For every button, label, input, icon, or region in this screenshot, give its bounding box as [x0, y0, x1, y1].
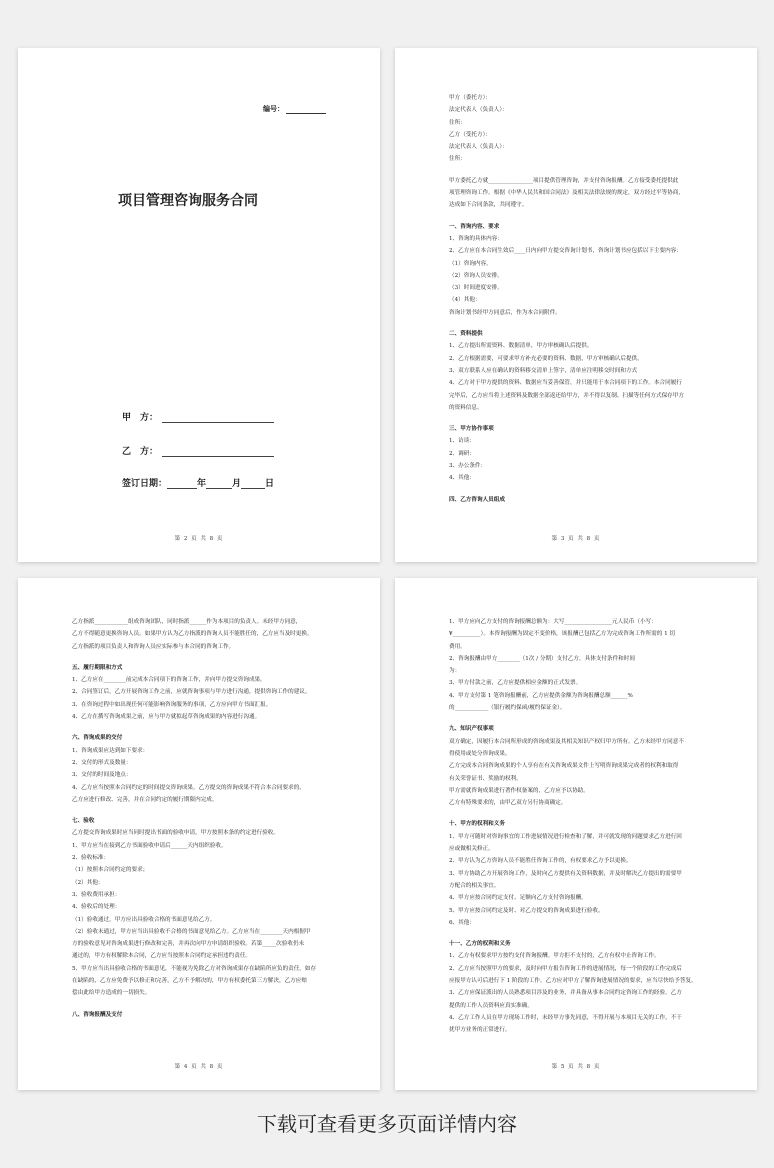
text-line: （2）其他： [72, 879, 104, 886]
text-line: 1、乙方提出所需资料、数据清单，甲方审核确认后提供。 [449, 343, 593, 350]
text-line: （2）咨询人员安排。 [449, 272, 503, 279]
text-line: 4、甲方支付第 1 笔咨询报酬前，乙方应提供金额为咨询报酬总额______% [449, 692, 633, 699]
section-content [449, 435, 721, 484]
page-number: 第 3 页 共 8 页 [551, 536, 601, 542]
text-line: 乙方有特殊要求的，由甲乙双方另行协商确定。 [449, 800, 567, 807]
section-title: 八、咨询报酬及支付 [72, 1011, 123, 1018]
text-line: 乙方指派的项目负责人和咨询人员应实际参与本合同的咨询工作。 [72, 643, 235, 650]
text-line: 2、调研： [449, 450, 475, 457]
text-line: 达成如下合同条款，共同遵守。 [449, 202, 528, 209]
text-line: 乙方不得随意更换咨询人员。如果甲方认为乙方指派的咨询人员不能胜任的，乙方应当及时更换。 [72, 631, 313, 638]
text-line: 2、咨询报酬由甲方________（1次 / 分期）支付乙方，具体支付条件和时间 [449, 655, 635, 662]
day-blank [241, 479, 265, 489]
text-line: 2、交付的形式及数量： [72, 759, 132, 766]
section-title: 七、验收 [72, 818, 95, 825]
text-line: 乙方应进行修改、完善，并在合同约定的履行期限内完成。 [72, 796, 218, 803]
month-label: 月 [232, 479, 242, 489]
section-content [72, 616, 344, 653]
text-line: 应或做相关修正。 [449, 846, 494, 853]
sign-date-label: 签订日期： [122, 479, 168, 489]
text-line: 完毕后，乙方应当将上述资料及数据全部返还给甲方，并不得以复制、扫描等任何方式保存甲方 [449, 392, 684, 399]
text-line: 5、甲方应当出具验收合格的书面意见，不能视为免除乙方对咨询成果存在缺陷所应负的责任。如存 [72, 965, 317, 972]
text-line: 3、甲方协助乙方开展咨询工作，及时向乙方提供有关资料数据，并及时解决乙方提出的需要甲 [449, 870, 682, 877]
section-content [72, 827, 344, 999]
text-line: 乙方（受托方）： [449, 131, 491, 138]
text-line: 3、在咨询过程中如出现任何可能影响咨询服务的事项，乙方应向甲方书面汇报。 [72, 701, 272, 708]
text-line: 4、乙方工作人员在甲方现场工作时，未经甲方事先同意，不得开展与本项目无关的工作，不干 [449, 1014, 682, 1021]
year-label: 年 [197, 479, 207, 489]
text-line: 4、乙方在撰写咨询成果之前，应与甲方就拟起草咨询成果的内容进行沟通。 [72, 714, 261, 721]
year-blank [167, 479, 197, 489]
contract-number-blank [286, 105, 326, 114]
text-line: 甲方委托乙方就________________项目提供管理咨询，并支付咨询报酬。乙方接受委托提供此 [449, 177, 679, 184]
party-info [449, 92, 721, 166]
text-line: 1、乙方应在________前完成本合同项下的咨询工作，并向甲方提交咨询成果。 [72, 677, 266, 684]
text-line: 乙方提交咨询成果时应当同时提出书面的验收申请，甲方按照本条的约定进行验收。 [72, 830, 279, 837]
intro-paragraph [449, 175, 721, 212]
download-caption: 下载可查看更多页面详情内容 [257, 1112, 517, 1136]
section-title: 二、资料提供 [449, 331, 483, 338]
month-blank [206, 479, 232, 489]
text-line: 4、其他： [449, 475, 475, 482]
section-title: 六、咨询成果的交付 [72, 735, 123, 742]
section-title: 三、甲方协作事项 [449, 426, 494, 433]
text-line: （2）验收未通过，甲方应当出具验收不合格的书面意见给乙方。乙方应当在________天内根据甲 [72, 928, 311, 935]
page-number: 第 2 页 共 8 页 [174, 536, 224, 542]
text-line: 甲方（委托方）： [449, 95, 491, 101]
text-line: 扰甲方业务的正常进行。 [449, 1027, 511, 1034]
text-line: 方的验收意见对咨询成果进行修改和完善，并再次向甲方申请组织验收。若第_____次验收仍未 [72, 941, 305, 948]
section-title: 九、知识产权事项 [449, 726, 494, 733]
section-title: 五、履行期限和方式 [72, 664, 123, 671]
party-b-label: 乙 方： [122, 447, 159, 457]
text-line: 应报甲方认可后进行下 1 阶段的工作。乙方应对甲方了解咨询进展情况的要求，应当尽快给予答复。 [449, 978, 697, 985]
text-line: （3）时间进度安排。 [449, 285, 503, 292]
text-line: 4、验收后的处理： [72, 904, 121, 911]
text-line: 得使用或处分咨询成果。 [449, 750, 511, 757]
text-line: 1、咨询的具体内容： [449, 235, 503, 242]
text-line: 有关荣誉证书、奖励的权利。 [449, 775, 522, 782]
section-content [72, 745, 344, 806]
text-line: 4、甲方应按合同约定支付、足额向乙方支付咨询报酬。 [449, 895, 587, 902]
text-line: 偿由此给甲方造成的一切损失。 [72, 990, 151, 997]
page-4 [18, 578, 380, 1090]
text-line: 3、办公条件： [449, 463, 487, 470]
section-content [72, 674, 344, 723]
text-line: 1、咨询成果应达到如下要求： [72, 747, 149, 754]
text-line: 2、乙方根据需要，可要求甲方补充必要的资料、数据，甲方审核确认后提供。 [449, 355, 643, 362]
party-a-blank [162, 412, 274, 423]
text-line: 通过的，甲方有权解除本合同，乙方应当按照本合同约定承担违约责任。 [72, 953, 252, 960]
text-line: 4、乙方对于甲方提供的资料、数据应当妥善保管，并只能用于本合同项下的工作。本合同履行 [449, 380, 682, 387]
text-line: ¥__________）。本咨询报酬为固定不变价格，该报酬已包括乙方为完成咨询工作所需的 1 切 [449, 631, 676, 638]
text-line: 2、合同签订后，乙方开展咨询工作之前，应就咨询事项与甲方进行沟通，提供咨询工作的建议。 [72, 689, 311, 696]
page-cover [18, 48, 380, 562]
section-title: 十一、乙方的权利和义务 [449, 941, 511, 948]
contract-title: 项目管理咨询服务合同 [118, 193, 258, 209]
party-a-field [122, 410, 274, 423]
text-line: 1、甲方应当在接到乙方书面验收申请后______天内组织验收。 [72, 842, 227, 849]
section-content [449, 233, 721, 319]
text-line: 在缺陷的，乙方应免费予以修正和完善。乙方不予解决的，甲方有权委托第三方解决，乙方应赔 [72, 978, 307, 985]
day-label: 日 [265, 479, 275, 489]
text-line: 费用。 [449, 643, 466, 650]
text-line: 3、验收费用承担： [72, 891, 121, 898]
section-content [449, 616, 721, 714]
text-line: 5、甲方应按合同约定及时、对乙方提交的咨询成果进行验收。 [449, 907, 604, 914]
party-b-field [122, 444, 274, 457]
text-line: 法定代表人（负责人）： [449, 107, 508, 114]
party-b-blank [162, 446, 274, 457]
text-line: 3、甲方付款之前，乙方应提供相应金额的正式发票。 [449, 680, 582, 687]
sign-date-field [122, 476, 274, 489]
text-line: 提供的工作人员资料应真实准确。 [449, 1002, 533, 1009]
page-5 [395, 578, 757, 1090]
contract-number [263, 104, 326, 114]
text-line: 1、访谈： [449, 438, 475, 445]
text-line: 3、双方联系人应在确认的资料移交清单上签字，清单应注明移交时间和方式 [449, 367, 638, 374]
section-content [449, 831, 721, 929]
text-line: 法定代表人（负责人）： [449, 144, 508, 151]
page-body [449, 616, 721, 1037]
text-line: （1）验收通过，甲方应出具验收合格的书面意见给乙方。 [72, 916, 216, 923]
text-line: 2、乙方应在本合同生效后____日内向甲方提交咨询计划书，咨询计划书应包括以下主要内容： [449, 248, 682, 255]
text-line: （1）按照本合同约定的要求； [72, 867, 149, 874]
text-line: 乙方完成本合同咨询成果的个人享有在有关咨询成果文件上写明咨询成果完成者的权利和取得 [449, 763, 679, 770]
page-body [449, 92, 721, 506]
text-line: （4）其他： [449, 297, 481, 304]
party-a-label: 甲 方： [122, 413, 159, 423]
text-line: 方配合的相关事宜。 [449, 882, 500, 889]
page-number: 第 4 页 共 8 页 [174, 1064, 224, 1070]
text-line: 2、甲方认为乙方咨询人员不能胜任咨询工作的，有权要求乙方予以更换。 [449, 858, 632, 865]
page-3 [395, 48, 757, 562]
section-title: 四、乙方咨询人员组成 [449, 496, 505, 503]
text-line: 项管理咨询工作。根据《中华人民共和国合同法》及相关法律法规的规定，双方经过平等协商， [449, 190, 684, 197]
text-line: 的____________（银行履约保函/履约保证金）。 [449, 705, 566, 712]
page-number: 第 5 页 共 8 页 [551, 1064, 601, 1070]
page-body [72, 616, 344, 1021]
text-line: 的资料信息。 [449, 404, 483, 411]
text-line: 乙方指派____________组成咨询团队，同时指派______作为本项目的负责人。未经甲方同意， [72, 619, 302, 625]
section-content [449, 950, 721, 1036]
text-line: 咨询计划书经甲方同意后，作为本合同附件。 [449, 309, 561, 316]
section-content [449, 340, 721, 414]
text-line: 2、乙方应当按照甲方的要求，及时向甲方报告咨询工作的进展情况，每一个阶段的工作完成后 [449, 965, 682, 972]
section-content [449, 736, 721, 810]
text-line: 双方确定，因履行本合同所形成的咨询成果及其相关知识产权归甲方所有。乙方未经甲方同意不 [449, 738, 684, 745]
section-title: 十、甲方的权利和义务 [449, 821, 505, 828]
text-line: 6、其他： [449, 919, 475, 926]
text-line: 甲方需就咨询成果进行著作权备案的，乙方应予以协助。 [449, 787, 589, 794]
text-line: 住所： [449, 156, 466, 163]
text-line: 为： [449, 668, 461, 675]
text-line: 4、乙方应当按照本合同约定的时间提交咨询成果。乙方提交的咨询成果不符合本合同要求的， [72, 784, 305, 791]
text-line: 3、交付的时间及地点： [72, 772, 132, 779]
text-line: 3、乙方应保证派出的人员熟悉项目涉及的业务，并具备从事本合同约定咨询工作的经验。乙方 [449, 990, 682, 997]
text-line: 住所： [449, 119, 466, 126]
text-line: （1）咨询内容。 [449, 260, 492, 267]
contract-number-label: 编号： [263, 104, 284, 113]
section-title: 一、咨询内容、要求 [449, 223, 500, 230]
text-line: 2、验收标准： [72, 855, 110, 862]
text-line: 1、乙方有权要求甲方按约支付咨询报酬。甲方拒不支付的，乙方有权中止咨询工作。 [449, 953, 660, 960]
text-line: 1、甲方可随时对咨询事宜的工作进展情况进行检查和了解，并可就发现的问题要求乙方进行回 [449, 833, 682, 840]
text-line: 1、甲方应向乙方支付的咨询报酬总额为：大写_________________元人民币（小写： [449, 619, 657, 625]
